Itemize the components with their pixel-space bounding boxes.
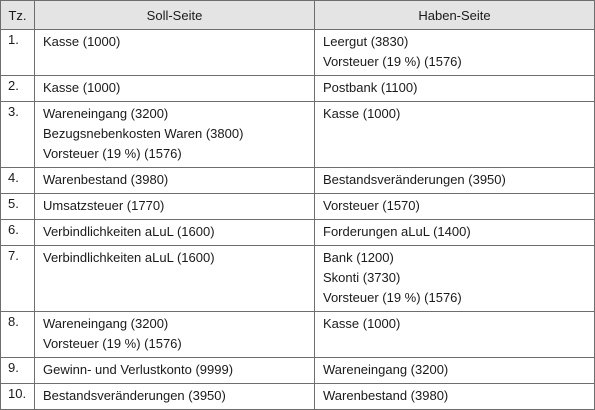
haben-cell	[315, 76, 595, 102]
haben-cell	[315, 30, 595, 76]
soll-account: Bezugsnebenkosten Waren (3800)	[43, 126, 244, 141]
haben-account: Kasse (1000)	[323, 316, 401, 331]
soll-account: Vorsteuer (19 %) (1576)	[43, 336, 182, 351]
soll-cell	[35, 246, 315, 312]
row-number: 3.	[1, 102, 35, 168]
header-tz: Tz.	[1, 1, 35, 30]
haben-account: Bestandsveränderungen (3950)	[323, 172, 506, 187]
haben-account: Warenbestand (3980)	[323, 388, 449, 403]
header-row	[1, 1, 595, 30]
table-row	[1, 168, 595, 194]
haben-account: Vorsteuer (19 %) (1576)	[323, 54, 462, 69]
haben-cell	[315, 168, 595, 194]
table-row	[1, 102, 595, 168]
soll-account: Warenbestand (3980)	[43, 172, 169, 187]
soll-account: Kasse (1000)	[43, 80, 121, 95]
row-number: 5.	[1, 194, 35, 220]
haben-account: Kasse (1000)	[323, 106, 401, 121]
row-number: 6.	[1, 220, 35, 246]
soll-account: Gewinn- und Verlustkonto (9999)	[43, 362, 234, 377]
soll-cell	[35, 168, 315, 194]
haben-account: Wareneingang (3200)	[323, 362, 449, 377]
soll-account: Verbindlichkeiten aLuL (1600)	[43, 250, 215, 265]
haben-account: Leergut (3830)	[323, 34, 409, 49]
haben-cell	[315, 246, 595, 312]
soll-cell	[35, 312, 315, 358]
table-row	[1, 194, 595, 220]
soll-account: Bestandsveränderungen (3950)	[43, 388, 226, 403]
table-row	[1, 358, 595, 384]
row-number: 4.	[1, 168, 35, 194]
table-row	[1, 220, 595, 246]
haben-cell	[315, 358, 595, 384]
haben-account: Skonti (3730)	[323, 270, 401, 285]
row-number: 10.	[1, 384, 35, 410]
row-number: 2.	[1, 76, 35, 102]
header-soll: Soll-Seite	[35, 1, 315, 30]
haben-account: Forderungen aLuL (1400)	[323, 224, 471, 239]
row-number: 8.	[1, 312, 35, 358]
soll-cell	[35, 220, 315, 246]
haben-cell	[315, 102, 595, 168]
soll-account: Kasse (1000)	[43, 34, 121, 49]
row-number: 9.	[1, 358, 35, 384]
haben-account: Vorsteuer (1570)	[323, 198, 420, 213]
soll-cell	[35, 358, 315, 384]
table-row	[1, 30, 595, 76]
table-row	[1, 246, 595, 312]
row-number: 1.	[1, 30, 35, 76]
table-row	[1, 76, 595, 102]
table-body	[1, 30, 595, 410]
haben-account: Vorsteuer (19 %) (1576)	[323, 290, 462, 305]
soll-account: Umsatzsteuer (1770)	[43, 198, 165, 213]
haben-cell	[315, 194, 595, 220]
row-number: 7.	[1, 246, 35, 312]
soll-account: Wareneingang (3200)	[43, 316, 169, 331]
soll-cell	[35, 76, 315, 102]
header-haben: Haben-Seite	[315, 1, 595, 30]
haben-account: Postbank (1100)	[323, 80, 418, 95]
table-row	[1, 312, 595, 358]
soll-cell	[35, 30, 315, 76]
haben-cell	[315, 220, 595, 246]
haben-account: Bank (1200)	[323, 250, 394, 265]
soll-account: Verbindlichkeiten aLuL (1600)	[43, 224, 215, 239]
soll-account: Wareneingang (3200)	[43, 106, 169, 121]
soll-cell	[35, 194, 315, 220]
soll-cell	[35, 102, 315, 168]
haben-cell	[315, 312, 595, 358]
soll-account: Vorsteuer (19 %) (1576)	[43, 146, 182, 161]
